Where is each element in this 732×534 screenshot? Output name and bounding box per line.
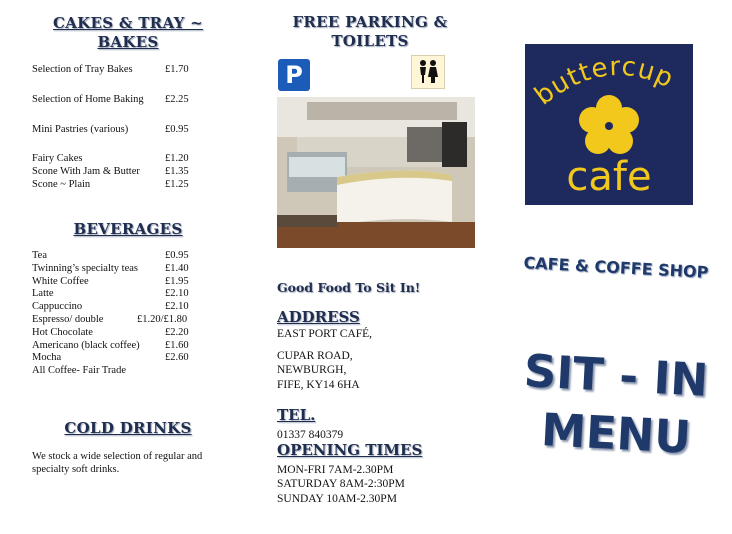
address-line: FIFE, KY14 6HA — [277, 378, 360, 391]
menu-item-price: £1.60 — [165, 339, 189, 351]
menu-item-name: Americano (black coffee) — [32, 339, 140, 351]
menu-item — [32, 276, 232, 289]
telephone-number: 01337 840379 — [277, 429, 344, 441]
cakes-section-title: CAKES & TRAY ~ BAKES — [52, 14, 204, 51]
tagline: Good Food To Sit In! — [277, 280, 421, 295]
menu-item-name: Mocha — [32, 352, 62, 364]
menu-heading: MENU — [539, 403, 693, 464]
menu-item — [32, 124, 232, 137]
menu-item — [32, 352, 232, 365]
menu-item-name: Tea — [32, 250, 48, 261]
menu-item-price: £0.95 — [165, 250, 189, 261]
menu-item-name: Cappuccino — [32, 301, 83, 313]
beverages-list — [32, 250, 232, 378]
menu-item-price: £1.40 — [165, 262, 189, 274]
telephone-heading: TEL. — [277, 406, 316, 424]
hours-line: SUNDAY 10AM-2.30PM — [277, 492, 397, 505]
hours-line: MON-FRI 7AM-2.30PM — [277, 464, 394, 476]
toilets-icon — [411, 55, 445, 89]
menu-item-price: £1.35 — [165, 166, 189, 178]
cold-drinks-section-title: COLD DRINKS — [64, 419, 192, 437]
logo-bottom-text: cafe — [566, 154, 652, 200]
buttercup-cafe-logo — [525, 44, 693, 205]
menu-item — [32, 340, 232, 353]
sit-in-heading: SIT - IN — [522, 344, 710, 407]
menu-item-price: £1.25 — [165, 178, 189, 190]
menu-item — [32, 288, 232, 301]
menu-item-name: Mini Pastries (various) — [32, 123, 129, 135]
menu-item — [32, 327, 232, 340]
menu-item — [32, 250, 232, 263]
menu-item-name: Selection of Tray Bakes — [32, 64, 133, 75]
menu-item — [32, 153, 232, 166]
menu-item-price: £2.10 — [165, 301, 189, 313]
menu-item-price: £1.20 — [165, 153, 189, 165]
parking-icon: P — [278, 59, 310, 91]
menu-item-price: £1.70 — [165, 64, 189, 75]
menu-item — [32, 64, 232, 77]
menu-item — [32, 166, 232, 179]
address-heading: ADDRESS — [277, 308, 360, 326]
menu-item — [32, 94, 232, 107]
menu-item — [32, 301, 232, 314]
menu-item-name: Fairy Cakes — [32, 153, 83, 165]
cold-drinks-description: We stock a wide selection of regular and specialty soft drinks. — [32, 451, 203, 475]
menu-item — [32, 179, 232, 192]
hours-line: SATURDAY 8AM-2:30PM — [277, 478, 405, 491]
cakes-list — [32, 64, 232, 192]
menu-item-name: White Coffee — [32, 275, 89, 287]
opening-hours — [277, 463, 405, 506]
menu-item-price: £2.10 — [165, 288, 189, 300]
menu-item-name: Twinning’s specialty teas — [32, 262, 138, 274]
menu-item-name: Scone With Jam & Butter — [32, 166, 140, 178]
opening-times-heading: OPENING TIMES — [277, 441, 423, 459]
menu-item-name: Espresso/ double — [32, 313, 104, 325]
address-lines — [277, 349, 360, 392]
menu-item — [32, 263, 232, 276]
menu-item-name: Scone ~ Plain — [32, 178, 91, 190]
cafe-coffee-shop-subtitle: CAFE & COFFE SHOP — [523, 253, 709, 282]
logo-top-text: buttercup — [529, 51, 679, 112]
address-line: CUPAR ROAD, — [277, 350, 353, 362]
menu-item-price: £2.25 — [165, 93, 189, 105]
parking-toilets-title: FREE PARKING & TOILETS — [292, 13, 448, 50]
address-name: EAST PORT CAFÉ, — [277, 328, 373, 340]
menu-item-price: £2.60 — [165, 352, 189, 364]
menu-item-price: £2.20 — [165, 326, 189, 338]
menu-item — [32, 314, 232, 327]
address-line: NEWBURGH, — [277, 364, 347, 377]
menu-item-name: Selection of Home Baking — [32, 93, 144, 105]
cafe-counter-photo — [277, 97, 475, 248]
menu-item-price: £0.95 — [165, 123, 189, 135]
menu-item-price: £1.95 — [165, 275, 189, 287]
fair-trade-note: All Coffee- Fair Trade — [32, 365, 127, 377]
beverages-section-title: BEVERAGES — [73, 220, 183, 238]
menu-item-price: £1.20/£1.80 — [137, 313, 188, 325]
menu-item-name: Hot Chocolate — [32, 326, 93, 338]
menu-item-name: Latte — [32, 288, 54, 300]
